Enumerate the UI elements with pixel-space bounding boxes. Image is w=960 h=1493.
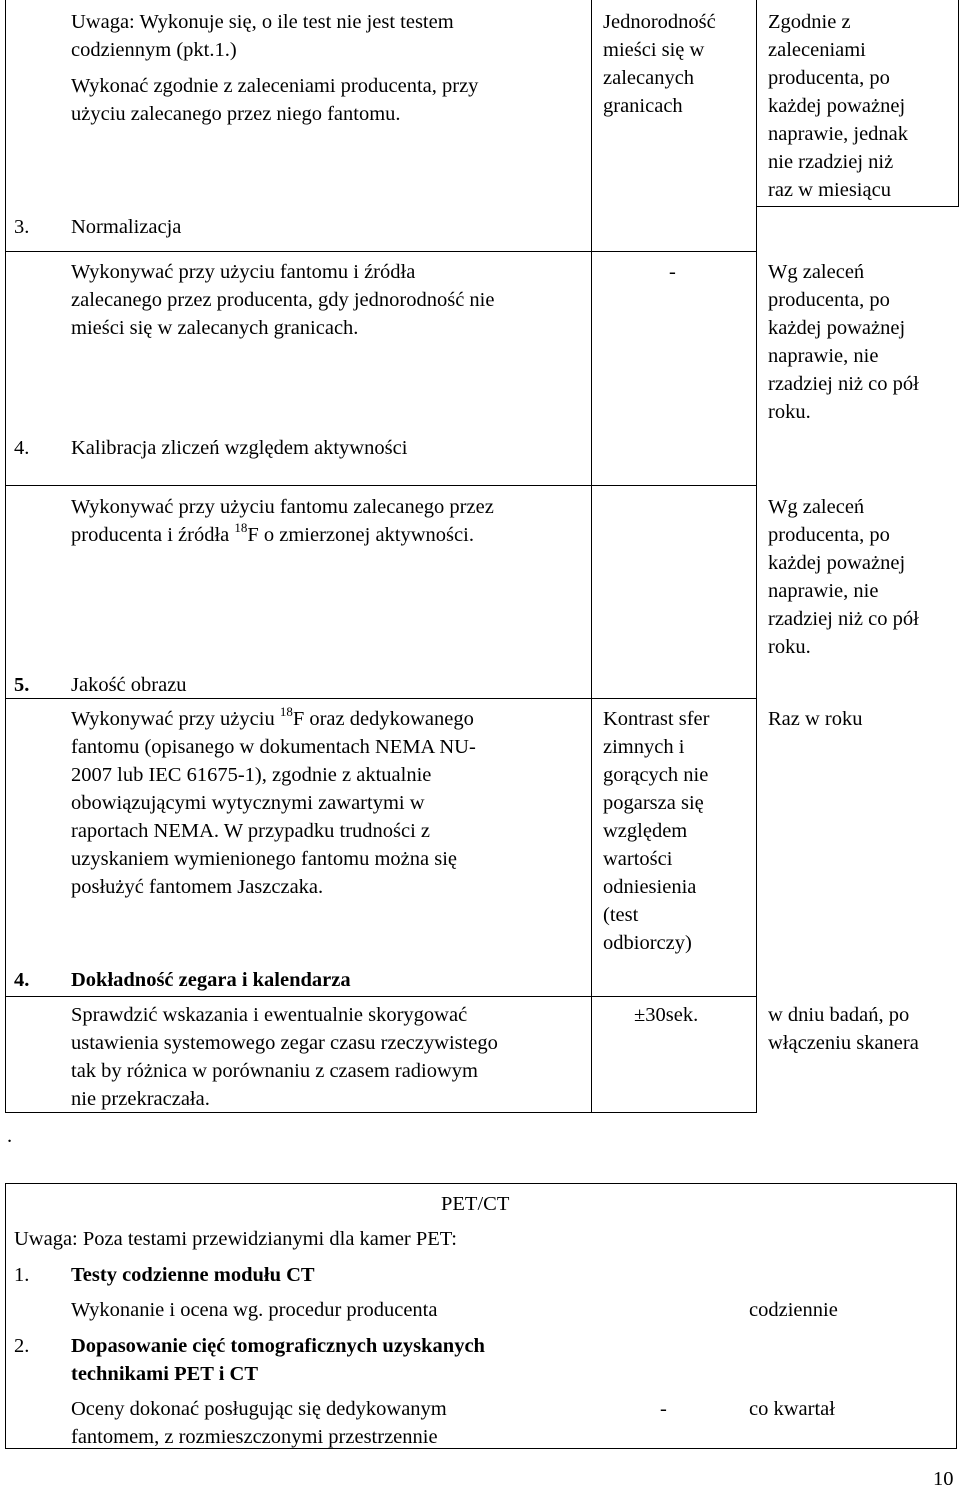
row3-desc-line	[71, 521, 474, 549]
row4-desc-line: posłużyć fantomem Jaszczaka.	[71, 876, 324, 898]
row4-desc-line	[71, 705, 474, 733]
row1-frequency-line: producenta, po	[768, 67, 890, 89]
pet-ct-note: Uwaga: Poza testami przewidzianymi dla kamer PET:	[14, 1228, 458, 1250]
row2-frequency-line: każdej poważnej	[768, 317, 906, 339]
row4-tolerance-line: gorących nie	[603, 764, 709, 786]
row4-desc-line: uzyskaniem wymienionego fantomu można się	[71, 848, 457, 870]
row4-desc-line: obowiązującymi wytycznymi zawartymi w	[71, 792, 425, 814]
row3-frequency-line: każdej poważnej	[768, 552, 906, 574]
row2-number: 3.	[14, 216, 30, 238]
pet-ct-item2-title-line: Dopasowanie cięć tomograficznych uzyskanych	[71, 1335, 485, 1357]
row3-frequency-line: producenta, po	[768, 524, 890, 546]
row4-desc-line: raportach NEMA. W przypadku trudności z	[71, 820, 431, 842]
row-divider	[5, 996, 757, 997]
row2-frequency-line: roku.	[768, 401, 811, 423]
row5-frequency-line: w dniu badań, po	[768, 1004, 910, 1026]
row4-desc-line: fantomu (opisanego w dokumentach NEMA NU-	[71, 736, 476, 758]
row5-tolerance: ±30sek.	[634, 1004, 699, 1026]
table-right-border	[958, 0, 959, 207]
row5-desc-line: Sprawdzić wskazania i ewentualnie skorygować	[71, 1004, 468, 1026]
row4-tolerance-line: względem	[603, 820, 688, 842]
row3-desc-line: Wykonywać przy użyciu fantomu zalecanego przez	[71, 496, 494, 518]
row1-frequency-line: Zgodnie z	[768, 11, 851, 33]
row2-desc-line: Wykonywać przy użyciu fantomu i źródła	[71, 261, 416, 283]
row2-frequency-line: rzadziej niż co pół	[768, 373, 919, 395]
row2-frequency-line: naprawie, nie	[768, 345, 879, 367]
row2-frequency-line: producenta, po	[768, 289, 890, 311]
table-left-border	[5, 0, 6, 1112]
page-number: 10	[933, 1468, 954, 1490]
row3-title: Kalibracja zliczeń względem aktywności	[71, 437, 408, 459]
row2-frequency-line: Wg zaleceń	[768, 261, 865, 283]
row5-title: Dokładność zegara i kalendarza	[71, 969, 351, 991]
row2-desc-line: mieści się w zalecanych granicach.	[71, 317, 359, 339]
pet-ct-item1-number: 1.	[14, 1264, 30, 1286]
row4-title: Jakość obrazu	[71, 674, 187, 696]
row4-tolerance-line: (test	[603, 904, 639, 926]
pet-ct-item1-frequency: codziennie	[749, 1299, 838, 1321]
table-col-divider-1	[591, 0, 592, 1112]
row1-frequency-line: każdej poważnej	[768, 95, 906, 117]
row1-frequency-line: naprawie, jednak	[768, 123, 909, 145]
row1-tolerance-line: zalecanych	[603, 67, 695, 89]
row4-tolerance-line: zimnych i	[603, 736, 685, 758]
row3-desc-pre: producenta i źródła	[71, 524, 235, 546]
row4-tolerance-line: odbiorczy)	[603, 932, 692, 954]
pet-ct-item2-title-line: technikami PET i CT	[71, 1363, 258, 1385]
row4-desc-post: F oraz dedykowanego	[292, 708, 474, 730]
row3-desc-post: F o zmierzonej aktywności.	[247, 524, 474, 546]
row4-frequency: Raz w roku	[768, 708, 863, 730]
row4-tolerance-line: wartości	[603, 848, 673, 870]
row4-tolerance-line: Kontrast sfer	[603, 708, 710, 730]
pet-ct-item2-number: 2.	[14, 1335, 30, 1357]
row-divider	[5, 251, 757, 252]
row2-desc-line: zalecanego przez producenta, gdy jednorodność nie	[71, 289, 495, 311]
row1-frequency-line: zaleceniami	[768, 39, 866, 61]
row1-frequency-line: nie rzadziej niż	[768, 151, 894, 173]
row5-number: 4.	[14, 969, 30, 991]
pet-ct-item2-tolerance: -	[660, 1398, 667, 1420]
row4-number: 5.	[14, 674, 30, 696]
row1-frequency-line: raz w miesiącu	[768, 179, 891, 201]
row2-tolerance: -	[669, 261, 676, 283]
pet-ct-item2-desc-line: Oceny dokonać posługując się dedykowanym	[71, 1398, 447, 1420]
row3-desc-superscript: 18	[234, 520, 248, 535]
stray-dot: .	[7, 1125, 13, 1147]
row3-frequency-line: naprawie, nie	[768, 580, 879, 602]
row5-frequency-line: włączeniu skanera	[768, 1032, 919, 1054]
row3-frequency-line: rzadziej niż co pół	[768, 608, 919, 630]
row1-tolerance-line: Jednorodność	[603, 11, 716, 33]
row1-desc-line: Uwaga: Wykonuje się, o ile test nie jest testem	[71, 11, 454, 33]
table-col-divider-2	[756, 0, 757, 1112]
row1-tolerance-line: mieści się w	[603, 39, 705, 61]
row5-desc-line: tak by różnica w porównaniu z czasem radiowym	[71, 1060, 479, 1082]
row-divider	[5, 485, 757, 486]
row1-desc-line: użyciu zalecanego przez niego fantomu.	[71, 103, 401, 125]
row1-desc-line: Wykonać zgodnie z zaleceniami producenta, przy	[71, 75, 479, 97]
row5-desc-line: ustawienia systemowego zegar czasu rzeczywistego	[71, 1032, 498, 1054]
pet-ct-item1-desc: Wykonanie i ocena wg. procedur producenta	[71, 1299, 438, 1321]
row2-title: Normalizacja	[71, 216, 182, 238]
row3-frequency-line: roku.	[768, 636, 811, 658]
row1-desc-line: codziennym (pkt.1.)	[71, 39, 237, 61]
row3-number: 4.	[14, 437, 30, 459]
row4-desc-line: 2007 lub IEC 61675-1), zgodnie z aktualnie	[71, 764, 432, 786]
pet-ct-heading: PET/CT	[441, 1193, 510, 1215]
pet-ct-item1-title: Testy codzienne modułu CT	[71, 1264, 315, 1286]
row5-desc-line: nie przekraczała.	[71, 1088, 210, 1110]
row3-frequency-line: Wg zaleceń	[768, 496, 865, 518]
row4-desc-pre: Wykonywać przy użyciu	[71, 708, 280, 730]
row-divider	[756, 206, 959, 207]
row4-tolerance-line: odniesienia	[603, 876, 697, 898]
pet-ct-item2-desc-line: fantomem, z rozmieszczonymi przestrzennie	[71, 1426, 438, 1448]
row1-tolerance-line: granicach	[603, 95, 683, 117]
pet-ct-item2-frequency: co kwartał	[749, 1398, 835, 1420]
row4-tolerance-line: pogarsza się	[603, 792, 704, 814]
row4-desc-superscript: 18	[279, 704, 293, 719]
